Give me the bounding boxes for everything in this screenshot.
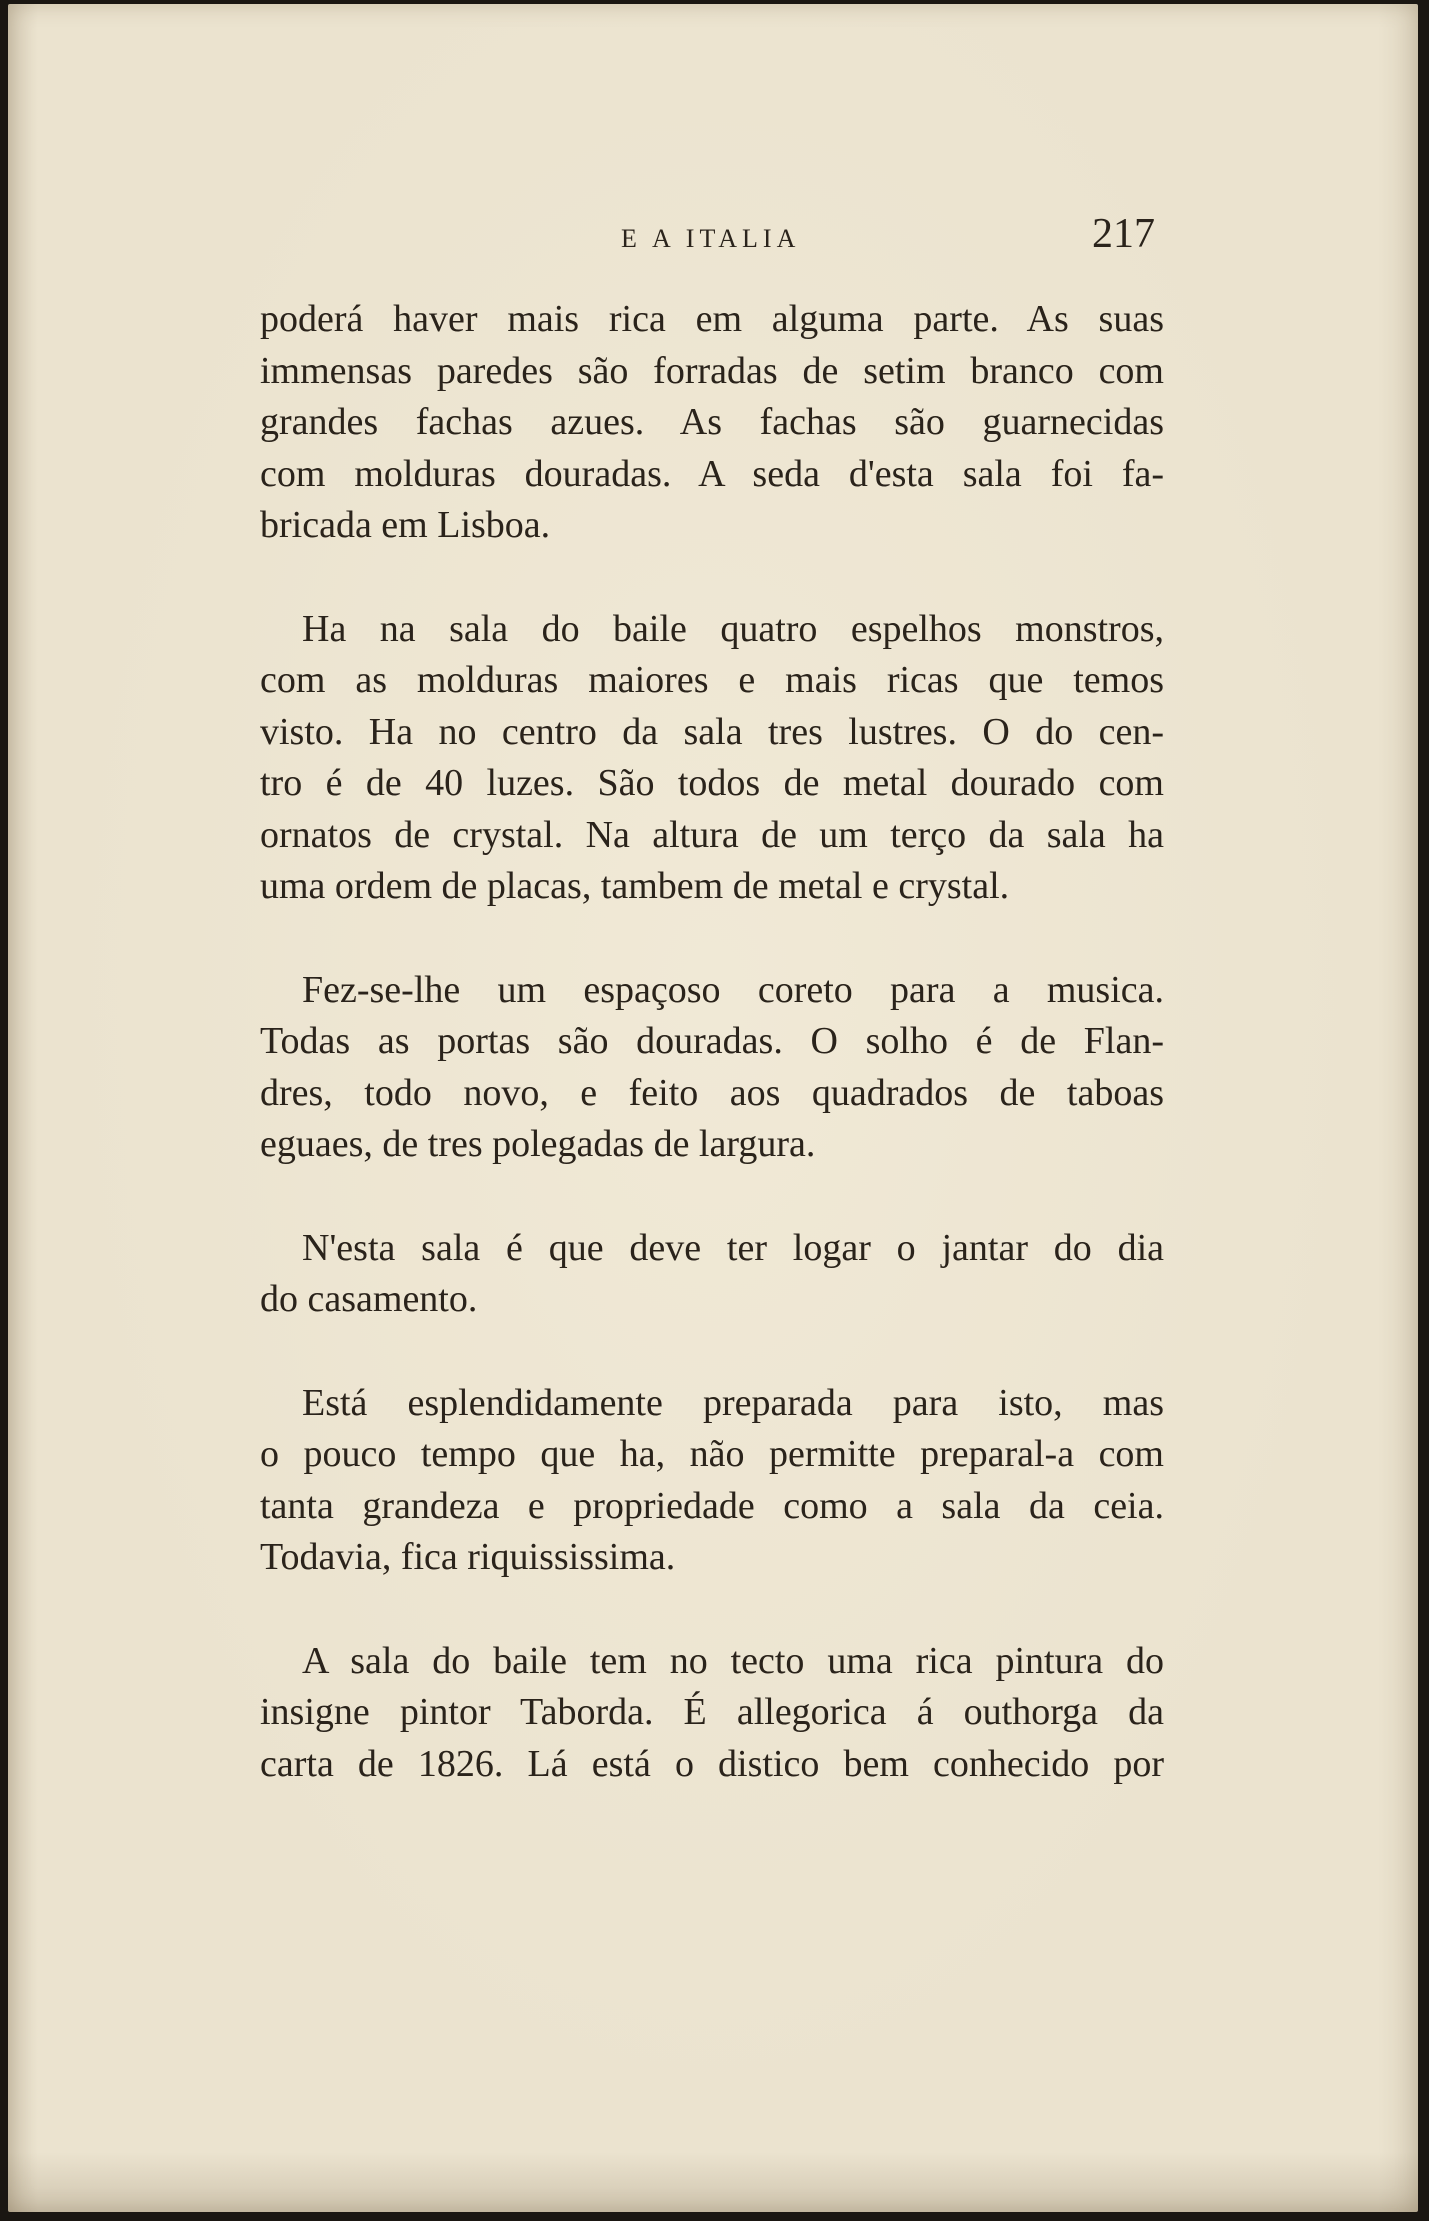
text-line: poderá haver mais rica em alguma parte. As suas: [260, 298, 1164, 340]
text-line: A sala do baile tem no tecto uma rica pintura do: [302, 1639, 1164, 1682]
text-line: com molduras douradas. A seda d'esta sala foi fa-: [260, 452, 1164, 495]
text-line: insigne pintor Taborda. É allegorica á outhorga da: [260, 1691, 1164, 1733]
text-line: Está esplendidamente preparada para isto, mas: [302, 1381, 1164, 1424]
book-page: [8, 4, 1418, 2212]
paragraph: [260, 604, 1164, 913]
paragraph: [260, 1636, 1164, 1791]
paragraph: [260, 294, 1164, 552]
text-line: immensas paredes são forradas de setim branco com: [260, 349, 1164, 392]
text-line: uma ordem de placas, tambem de metal e crystal.: [260, 865, 1010, 907]
text-line: do casamento.: [260, 1278, 478, 1320]
running-head: [8, 204, 1418, 264]
running-title: E A ITALIA: [621, 224, 801, 253]
paragraph: [260, 1223, 1164, 1326]
text-line: grandes fachas azues. As fachas são guarnecidas: [260, 401, 1164, 443]
text-line: visto. Ha no centro da sala tres lustres. O do cen-: [260, 710, 1164, 753]
text-line: N'esta sala é que deve ter logar o jantar do dia: [302, 1226, 1164, 1269]
text-line: tanta grandeza e propriedade como a sala da ceia.: [260, 1484, 1164, 1527]
text-line: Ha na sala do baile quatro espelhos monstros,: [302, 607, 1164, 650]
text-line: carta de 1826. Lá está o distico bem conhecido por: [260, 1742, 1164, 1785]
text-line: tro é de 40 luzes. São todos de metal dourado com: [260, 762, 1164, 804]
page-number: 217: [1092, 211, 1155, 257]
text-line: com as molduras maiores e mais ricas que temos: [260, 659, 1164, 701]
paragraph: [260, 965, 1164, 1171]
paragraph: [260, 1378, 1164, 1584]
text-line: bricada em Lisboa.: [260, 504, 551, 546]
text-line: o pouco tempo que ha, não permitte preparal-a com: [260, 1433, 1164, 1475]
text-line: eguaes, de tres polegadas de largura.: [260, 1123, 816, 1165]
body-text: [260, 294, 1164, 1842]
text-line: Todavia, fica riquississima.: [260, 1536, 676, 1578]
text-line: Fez-se-lhe um espaçoso coreto para a musica.: [302, 968, 1164, 1011]
text-line: ornatos de crystal. Na altura de um terço da sala ha: [260, 813, 1164, 856]
text-line: Todas as portas são douradas. O solho é de Flan-: [260, 1020, 1164, 1062]
text-line: dres, todo novo, e feito aos quadrados de taboas: [260, 1071, 1164, 1114]
